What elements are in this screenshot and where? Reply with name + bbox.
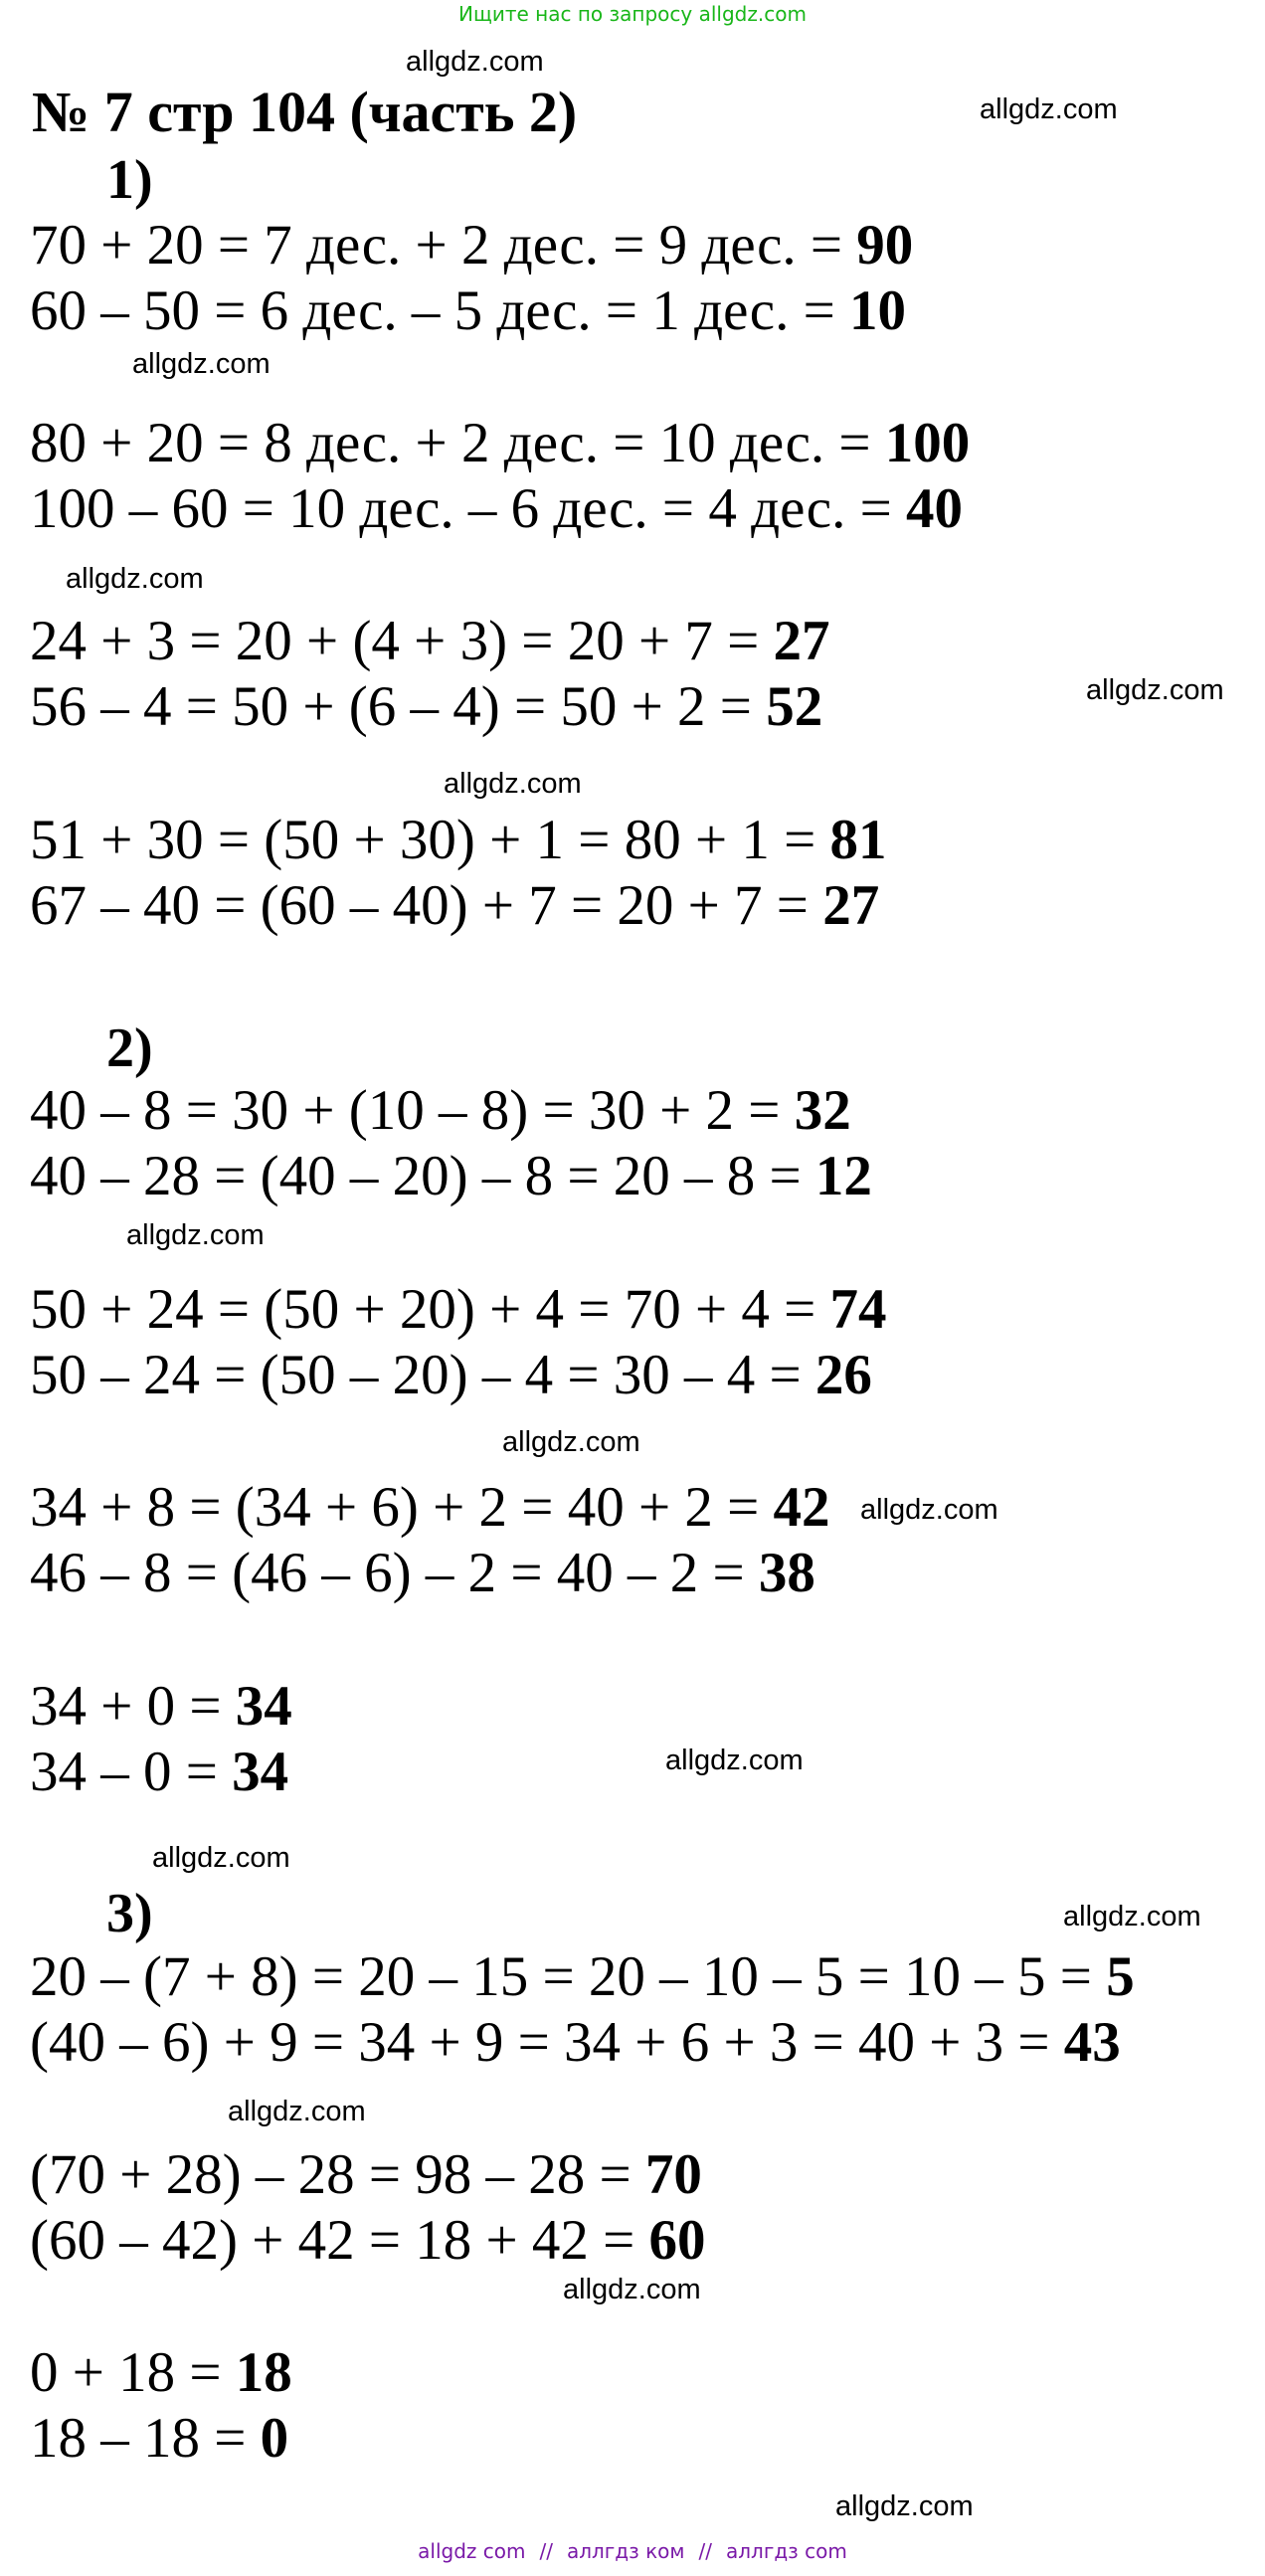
equation-expression: 80 + 20 = 8 дес. + 2 дес. = 10 дес. = [30, 412, 885, 474]
equation-row [30, 1541, 815, 1606]
watermark-text: allgdz.com [228, 2096, 366, 2127]
watermark-text: allgdz.com [132, 348, 271, 380]
equation-row [30, 873, 879, 939]
watermark-text: allgdz.com [444, 768, 582, 800]
equation-answer: 52 [766, 675, 823, 738]
equation-row [30, 1343, 872, 1408]
equation-answer: 34 [232, 1741, 289, 1803]
equation-expression: 20 – (7 + 8) = 20 – 15 = 20 – 10 – 5 = 10 – 5 = [30, 1945, 1107, 2008]
equation-expression: 18 – 18 = [30, 2407, 261, 2470]
equation-row [30, 2208, 706, 2274]
equation-row [30, 674, 822, 740]
equation-expression: 0 + 18 = [30, 2341, 236, 2404]
equation-row [30, 213, 913, 278]
section-3-number: 3) [106, 1883, 153, 1944]
equation-row [30, 1740, 288, 1805]
page-title: № 7 стр 104 (часть 2) [32, 80, 578, 144]
equation-answer: 26 [814, 1344, 872, 1406]
watermark-text: allgdz.com [665, 1745, 804, 1776]
section-2-number: 2) [106, 1017, 153, 1079]
equation-answer: 27 [822, 874, 880, 937]
equation-expression: (60 – 42) + 42 = 18 + 42 = [30, 2209, 649, 2272]
footer-separator: // [539, 2539, 553, 2563]
watermark-text: allgdz.com [1063, 1901, 1201, 1932]
footer-link[interactable]: аллгдз com [726, 2539, 847, 2563]
watermark-text: allgdz.com [502, 1426, 640, 1458]
equation-expression: 24 + 3 = 20 + (4 + 3) = 20 + 7 = [30, 610, 774, 672]
equation-expression: (70 + 28) – 28 = 98 – 28 = [30, 2143, 645, 2206]
footer-link[interactable]: allgdz com [418, 2539, 526, 2563]
equation-expression: 70 + 20 = 7 дес. + 2 дес. = 9 дес. = [30, 214, 857, 276]
watermark-text: allgdz.com [1086, 674, 1224, 706]
equation-row [30, 1475, 830, 1541]
equation-row [30, 411, 970, 476]
equation-expression: 56 – 4 = 50 + (6 – 4) = 50 + 2 = [30, 675, 767, 738]
equation-row [30, 1144, 872, 1209]
equation-answer: 38 [758, 1542, 815, 1604]
equation-answer: 60 [648, 2209, 706, 2272]
top-banner[interactable]: Ищите нас по запросу allgdz.com [458, 2, 807, 26]
equation-answer: 42 [773, 1476, 830, 1539]
equation-answer: 12 [814, 1145, 872, 1207]
equation-answer: 90 [856, 214, 914, 276]
equation-expression: 46 – 8 = (46 – 6) – 2 = 40 – 2 = [30, 1542, 759, 1604]
watermark-text: allgdz.com [563, 2274, 701, 2305]
equation-answer: 100 [884, 412, 971, 474]
watermark-text: allgdz.com [126, 1219, 265, 1251]
equation-expression: 34 – 0 = [30, 1741, 233, 1803]
equation-answer: 32 [794, 1079, 851, 1142]
footer-separator: // [698, 2539, 712, 2563]
equation-expression: 51 + 30 = (50 + 30) + 1 = 80 + 1 = [30, 809, 830, 871]
equation-row [30, 476, 963, 542]
section-1-number: 1) [106, 149, 153, 211]
equation-row [30, 1277, 887, 1343]
equation-answer: 74 [829, 1278, 887, 1341]
equation-row [30, 1674, 292, 1740]
equation-answer: 27 [773, 610, 830, 672]
equation-expression: 100 – 60 = 10 дес. – 6 дес. = 4 дес. = [30, 477, 906, 540]
watermark-text: allgdz.com [860, 1494, 998, 1526]
watermark-text: allgdz.com [980, 93, 1118, 125]
equation-expression: 67 – 40 = (60 – 40) + 7 = 20 + 7 = [30, 874, 823, 937]
equation-expression: 60 – 50 = 6 дес. – 5 дес. = 1 дес. = [30, 279, 849, 342]
equation-row [30, 808, 887, 873]
equation-answer: 0 [260, 2407, 289, 2470]
equation-answer: 18 [235, 2341, 292, 2404]
equation-expression: 34 + 0 = [30, 1675, 236, 1738]
equation-answer: 70 [644, 2143, 702, 2206]
equation-answer: 10 [849, 279, 906, 342]
equation-answer: 34 [235, 1675, 292, 1738]
watermark-text: allgdz.com [66, 563, 204, 595]
equation-expression: 34 + 8 = (34 + 6) + 2 = 40 + 2 = [30, 1476, 774, 1539]
equation-expression: 40 – 28 = (40 – 20) – 8 = 20 – 8 = [30, 1145, 815, 1207]
equation-answer: 5 [1106, 1945, 1135, 2008]
equation-row [30, 278, 906, 344]
equation-row [30, 2142, 702, 2208]
equation-expression: (40 – 6) + 9 = 34 + 9 = 34 + 6 + 3 = 40 + 3 = [30, 2011, 1064, 2074]
equation-row [30, 1078, 851, 1144]
equation-expression: 40 – 8 = 30 + (10 – 8) = 30 + 2 = [30, 1079, 795, 1142]
equation-expression: 50 + 24 = (50 + 20) + 4 = 70 + 4 = [30, 1278, 830, 1341]
equation-answer: 40 [906, 477, 963, 540]
equation-answer: 81 [829, 809, 887, 871]
watermark-text: allgdz.com [152, 1842, 290, 1874]
footer-links [0, 2539, 1265, 2563]
equation-row [30, 2010, 1121, 2076]
equation-row [30, 1944, 1135, 2010]
equation-row [30, 609, 830, 674]
watermark-text: allgdz.com [406, 46, 544, 78]
watermark-text: allgdz.com [835, 2490, 974, 2522]
footer-link[interactable]: аллгдз ком [566, 2539, 685, 2563]
equation-expression: 50 – 24 = (50 – 20) – 4 = 30 – 4 = [30, 1344, 815, 1406]
equation-row [30, 2406, 288, 2472]
equation-answer: 43 [1063, 2011, 1121, 2074]
equation-row [30, 2340, 292, 2406]
